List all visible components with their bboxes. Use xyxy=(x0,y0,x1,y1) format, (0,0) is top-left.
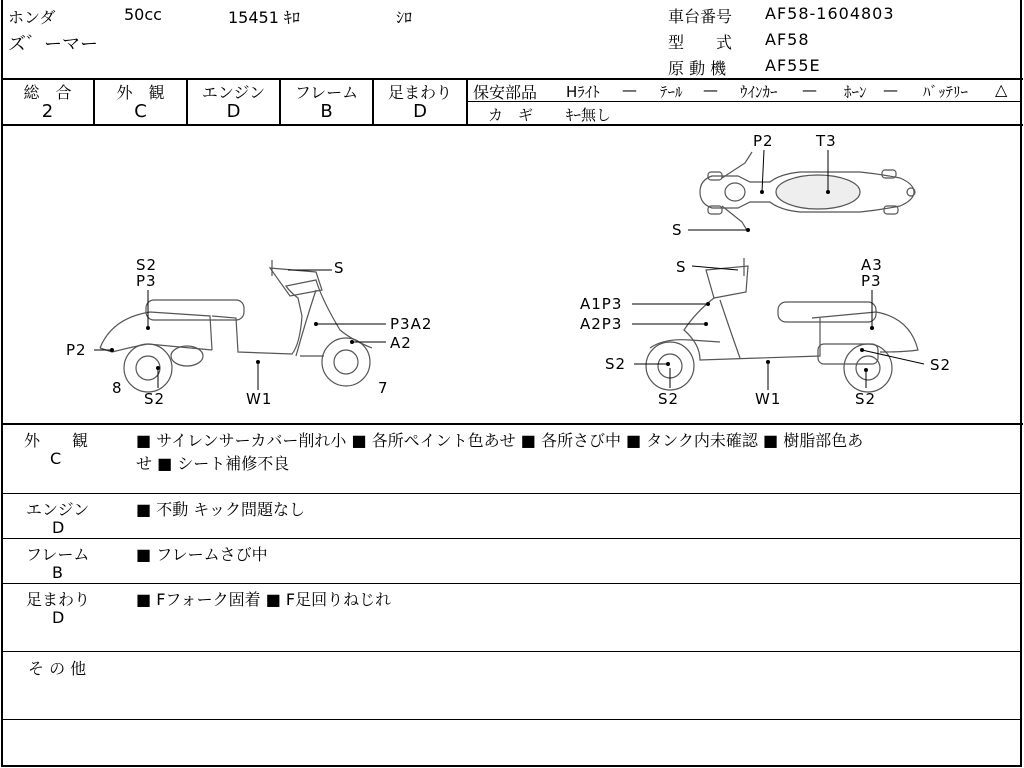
chassis-value: AF58-1604803 xyxy=(765,4,895,23)
safety-headlight-value: — xyxy=(622,81,637,99)
label-top-p2: P2 xyxy=(753,132,774,150)
note-other-title: そ の 他 xyxy=(28,659,87,678)
note-engine-title: エンジン xyxy=(26,500,90,519)
grade-label-exterior: 外 観 xyxy=(116,83,165,102)
model-name: ズ゛ーマー xyxy=(8,34,98,55)
safety-winker-label: ｳｲﾝｶｰ xyxy=(740,83,778,101)
label-right-s2-bottom-rear: S2 xyxy=(855,390,877,408)
engine-label: 原 動 機 xyxy=(668,59,727,78)
label-right-a3: A3 xyxy=(861,256,883,274)
note-suspension-line1: ■ Fフォーク固着 ■ F足回りねじれ xyxy=(136,590,392,609)
label-left-p3a2: P3A2 xyxy=(390,315,433,333)
maker: ホンダ xyxy=(8,8,56,27)
rule-diagram xyxy=(1,423,1023,425)
note-exterior-line1: ■ サイレンサーカバー削れ小 ■ 各所ペイント色あせ ■ 各所さび中 ■ タンク内未確認 ■ 樹脂部色あ xyxy=(136,431,864,450)
safety-battery-value: △ xyxy=(995,80,1008,99)
label-left-7: 7 xyxy=(378,379,389,397)
grade-value-engine: D xyxy=(226,101,241,122)
label-left-s2-top: S2 xyxy=(136,256,158,274)
safety-title: 保安部品 xyxy=(473,83,538,102)
grade-value-overall: 2 xyxy=(41,101,54,122)
label-right-a2p3: A2P3 xyxy=(580,315,623,333)
safety-tail-label: ﾃｰﾙ xyxy=(660,83,683,101)
grade-value-suspension: D xyxy=(413,101,427,122)
note-suspension-title: 足まわり xyxy=(26,590,91,609)
safety-horn-label: ﾎｰﾝ xyxy=(844,83,867,101)
damage-diagram xyxy=(0,126,1024,422)
type-label: 型 式 xyxy=(668,33,733,52)
note-engine-line1: ■ 不動 キック問題なし xyxy=(136,500,305,519)
mileage: 15451 ｷﾛ xyxy=(228,8,300,27)
displacement: 50cc xyxy=(124,5,162,24)
label-right-s: S xyxy=(676,258,687,276)
label-left-8: 8 xyxy=(112,379,123,397)
safety-winker-value: — xyxy=(802,81,817,99)
grade-label-frame: フレーム xyxy=(294,83,359,102)
note-exterior-line2: せ ■ シート補修不良 xyxy=(136,454,290,473)
grade-value-exterior: C xyxy=(134,101,147,122)
grade-label-overall: 総 合 xyxy=(23,83,72,102)
safety-headlight-label: Hﾗｲﾄ xyxy=(566,83,600,101)
label-right-s2-bottom-front: S2 xyxy=(658,390,680,408)
safety-tail-value: — xyxy=(703,81,718,99)
label-right-p3: P3 xyxy=(861,272,882,290)
note-suspension-grade: D xyxy=(52,608,65,627)
label-right-s2-front: S2 xyxy=(605,355,627,373)
type-value: AF58 xyxy=(765,30,810,49)
chassis-label: 車台番号 xyxy=(668,7,733,26)
grade-value-frame: B xyxy=(320,101,333,122)
note-frame-title: フレーム xyxy=(26,545,90,564)
label-left-p2: P2 xyxy=(66,341,87,359)
label-left-p3-top: P3 xyxy=(136,272,157,290)
label-left-a2: A2 xyxy=(390,334,412,352)
note-exterior-grade: C xyxy=(50,449,62,468)
label-top-s: S xyxy=(672,221,683,239)
scooter-top-view xyxy=(700,152,915,232)
note-exterior-title: 外 観 xyxy=(24,431,89,450)
color: ｼﾛ xyxy=(396,8,413,27)
note-frame-line1: ■ フレームさび中 xyxy=(136,545,268,564)
safety-horn-value: — xyxy=(883,81,898,99)
label-right-a1p3: A1P3 xyxy=(580,295,623,313)
note-frame-grade: B xyxy=(52,563,63,582)
label-left-s: S xyxy=(334,259,345,277)
label-left-s2-bottom: S2 xyxy=(144,390,166,408)
grade-label-suspension: 足まわり xyxy=(387,83,452,102)
engine-value: AF55E xyxy=(765,56,821,75)
safety-battery-label: ﾊﾞｯﾃﾘｰ xyxy=(923,83,969,101)
label-top-t3: T3 xyxy=(816,132,837,150)
label-right-w1: W1 xyxy=(755,390,782,408)
grade-label-engine: エンジン xyxy=(201,83,266,102)
key-value: ｷｰ無し xyxy=(566,106,612,124)
label-left-w1: W1 xyxy=(246,390,273,408)
label-right-s2-rear: S2 xyxy=(930,356,952,374)
key-label: カ ギ xyxy=(488,106,534,124)
note-engine-grade: D xyxy=(52,518,65,537)
